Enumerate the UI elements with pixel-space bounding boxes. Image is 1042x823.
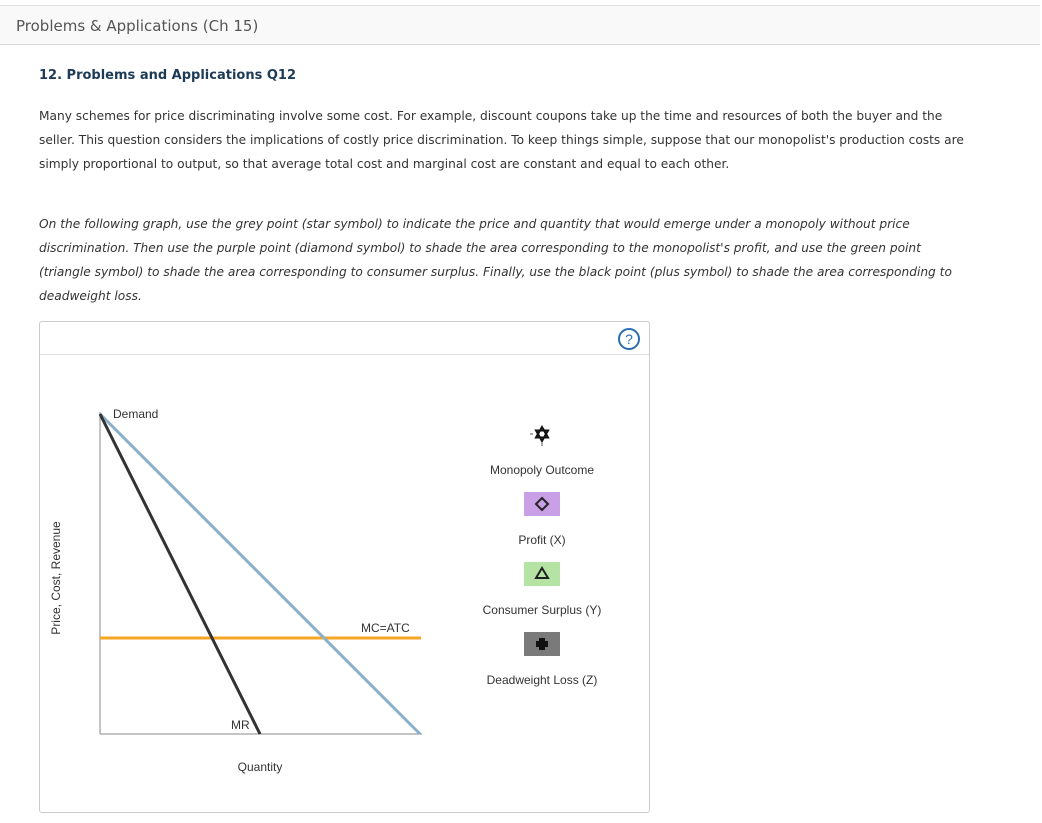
deadweight-loss-label: Deadweight Loss (Z) [486, 673, 598, 687]
demand-label: Demand [113, 407, 159, 421]
deadweight-loss-tool[interactable] [524, 632, 560, 656]
consumer-surplus-label: Consumer Surplus (Y) [482, 603, 602, 617]
mc-atc-label: MC=ATC [361, 621, 410, 635]
instruction-line: On the following graph, use the grey point (star symbol) to indicate the price and quantity that would emerge under a monopoly without price [39, 217, 910, 231]
intro-line: seller. This question considers the implications of costly price discrimination. To keep things simple, suppose that our monopolist's production costs are [39, 133, 964, 147]
question-instructions [39, 212, 974, 308]
consumer-surplus-tool[interactable] [524, 562, 560, 586]
mr-label: MR [231, 718, 250, 732]
question-title: 12. Problems and Applications Q12 [39, 68, 296, 83]
top-bar [0, 5, 1040, 45]
demand-line[interactable] [100, 414, 420, 734]
x-axis-label: Quantity [237, 760, 283, 774]
instruction-line: deadweight loss. [39, 289, 142, 303]
monopoly-outcome-label: Monopoly Outcome [489, 463, 595, 477]
instruction-line: discrimination. Then use the purple point (diamond symbol) to shade the area corresponding to the monopolist's profit, and use the green point [39, 241, 921, 255]
y-axis-label: Price, Cost, Revenue [49, 521, 63, 635]
mr-line[interactable] [100, 414, 260, 734]
graph-canvas[interactable] [40, 322, 649, 812]
profit-swatch [524, 492, 560, 516]
monopoly-outcome-tool[interactable] [530, 427, 548, 446]
graph-panel [39, 321, 650, 813]
help-icon[interactable]: ? [618, 328, 640, 350]
profit-tool[interactable] [524, 492, 560, 516]
consumer-surplus-swatch [524, 562, 560, 586]
instruction-line: (triangle symbol) to shade the area corresponding to consumer surplus. Finally, use the black point (plus symbol) to shade the area corresponding to [39, 265, 952, 279]
profit-label: Profit (X) [518, 533, 566, 547]
question-intro [39, 104, 974, 176]
intro-line: Many schemes for price discriminating involve some cost. For example, discount coupons take up the time and resources of both the buyer and the [39, 109, 943, 123]
assignment-title: Problems & Applications (Ch 15) [16, 17, 259, 35]
intro-line: simply proportional to output, so that average total cost and marginal cost are constant and equal to each other. [39, 157, 730, 171]
